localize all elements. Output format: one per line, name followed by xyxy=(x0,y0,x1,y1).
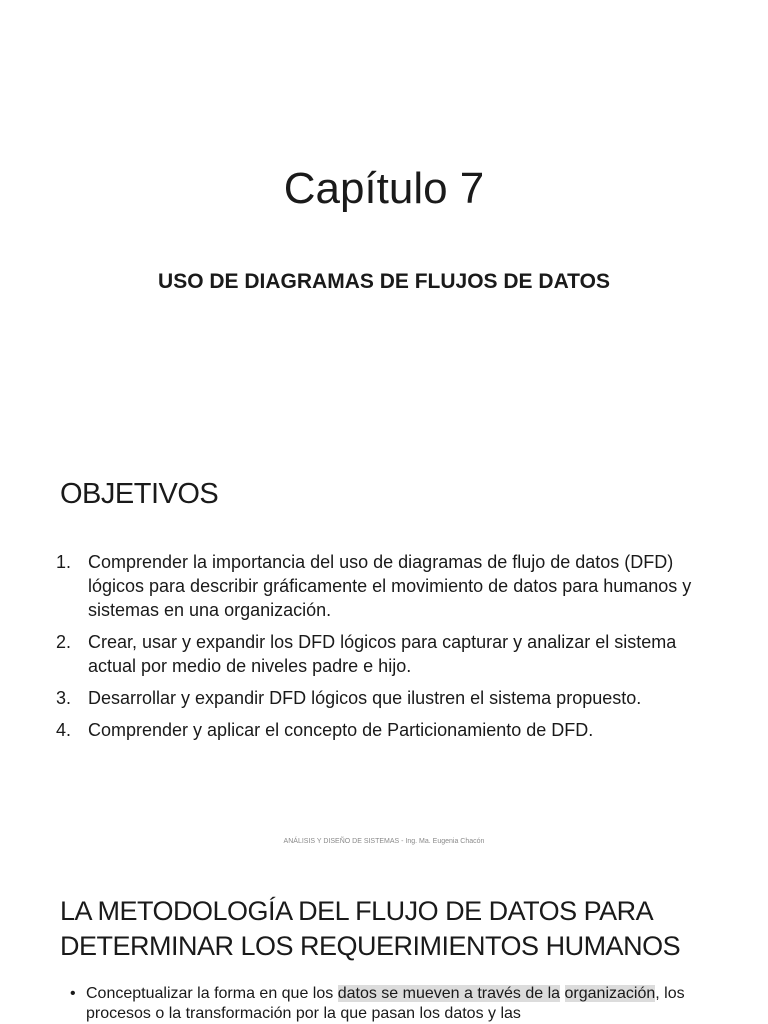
methodology-slide xyxy=(0,860,768,1024)
objective-text: Comprender y aplicar el concepto de Particionamiento de DFD. xyxy=(88,720,594,740)
slide-footer: ANÁLISIS Y DISEÑO DE SISTEMAS - Ing. Ma. Eugenia Chacón xyxy=(283,838,485,845)
objective-item xyxy=(56,686,716,710)
highlighted-text: organización xyxy=(564,985,656,1002)
objective-item xyxy=(56,550,716,622)
objective-number: 4. xyxy=(56,720,72,740)
objective-text: Desarrollar y expandir DFD lógicos que ilustren el sistema propuesto. xyxy=(88,688,642,708)
objective-number: 3. xyxy=(56,688,72,708)
objective-text: Comprender la importancia del uso de diagramas de flujo de datos (DFD) lógicos para describir gráficamente el movimiento de datos para humanos y sistemas en una organización. xyxy=(88,552,692,620)
bullet-dot: • xyxy=(70,985,76,1002)
bullet-text-part1: Conceptualizar la forma en que los xyxy=(86,985,338,1002)
chapter-title: Capítulo 7 xyxy=(283,164,485,213)
title-slide xyxy=(0,0,768,410)
objective-item xyxy=(56,630,716,678)
objective-number: 1. xyxy=(56,552,72,572)
objective-text: Crear, usar y expandir los DFD lógicos para capturar y analizar el sistema actual por medio de niveles padre e hijo. xyxy=(88,632,677,676)
objectives-heading: OBJETIVOS xyxy=(60,478,219,510)
objective-number: 2. xyxy=(56,632,72,652)
highlighted-text: datos se mueven a través de la xyxy=(337,985,561,1002)
objectives-list xyxy=(56,550,716,750)
methodology-heading: LA METODOLOGÍA DEL FLUJO DE DATOS PARA DETERMINAR LOS REQUERIMIENTOS HUMANOS xyxy=(60,896,681,961)
bullet-item xyxy=(70,984,726,1024)
bullet-text-part2: , los procesos o la transformación por la que pasan los datos y las xyxy=(86,985,685,1022)
objective-item xyxy=(56,718,716,742)
chapter-subtitle: USO DE DIAGRAMAS DE FLUJOS DE DATOS xyxy=(158,270,610,293)
objectives-slide xyxy=(0,410,768,860)
